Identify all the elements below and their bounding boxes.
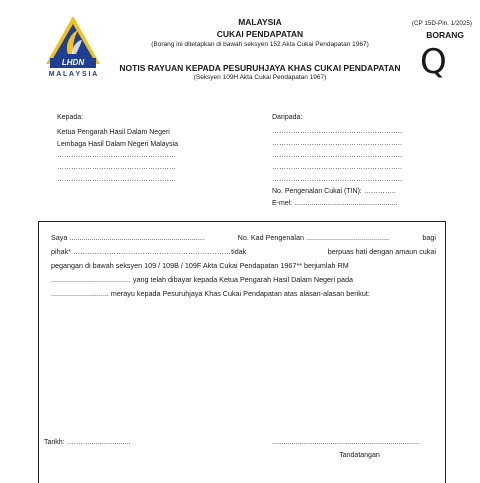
notice-subtitle: (Seksyen 109H Akta Cukai Pendapatan 1967) [193, 74, 327, 81]
header-title: CUKAI PENDAPATAN [216, 29, 304, 39]
ic-field[interactable]: No. Kad Pengenalan .......................................... [237, 233, 390, 242]
statement-line-3: pegangan di bawah seksyen 109 / 109B / 109F Akta Cukai Pendapatan 1967** berjumlah RM [51, 261, 349, 270]
daripada-blank-1[interactable]: ……………………………………………….. [272, 128, 402, 135]
form-reference: (CP 15D-Pin. 1/2025) [411, 20, 472, 27]
kepada-line-1: Ketua Pengarah Hasil Dalam Negeri [57, 129, 170, 136]
kepada-blank-3[interactable]: …………………………………………… [57, 176, 176, 183]
borang-label: BORANG [426, 30, 464, 40]
daripada-blank-3[interactable]: ……………………………………………….. [272, 152, 402, 159]
daripada-label: Daripada: [272, 114, 303, 121]
logo-country: M A L A Y S I A [48, 71, 98, 78]
kepada-blank-1[interactable]: …………………………………………… [57, 152, 176, 159]
name-field[interactable]: Saya .................................................................... [51, 233, 206, 242]
notice-title: NOTIS RAYUAN KEPADA PESURUHJAYA KHAS CUKAI PENDAPATAN [119, 63, 401, 73]
header-subtitle: (Borang ini ditetapkan di bawah seksyen 152 Akta Cukai Pendapatan 1967) [151, 41, 369, 48]
signature-line[interactable]: ............................................................................ [272, 439, 420, 446]
statement-line-4: ........................................ yang telah dibayar kepada Ketua Pengarah Hasil Dalam Negeri pada [51, 275, 354, 284]
date-field[interactable]: Tarikh: ………...................... [44, 439, 131, 446]
email-field[interactable]: E-mel: ..................................................... [272, 200, 398, 207]
daripada-blank-5[interactable]: ……………………………………………….. [272, 176, 402, 183]
lhdn-logo [42, 14, 104, 82]
form-letter: Q [420, 42, 447, 82]
behalf-field[interactable]: pihak* …………………………………………………………tidak [51, 247, 247, 256]
kepada-line-2: Lembaga Hasil Dalam Negeri Malaysia [57, 141, 178, 148]
statement-line-1: Saya .................................................................... No. Kad Pengenalan .......................................... bagi [51, 233, 436, 242]
signature-label: Tandatangan [339, 452, 380, 459]
header-country: MALAYSIA [238, 17, 282, 27]
daripada-blank-4[interactable]: ……………………………………………….. [272, 164, 402, 171]
daripada-blank-2[interactable]: ……………………………………………….. [272, 140, 402, 147]
kepada-label: Kepada: [57, 114, 84, 121]
tin-field[interactable]: No. Pengenalan Cukai (TIN): ………….. [272, 188, 396, 195]
logo-text: LHDN [61, 58, 85, 67]
statement-line-2: pihak* …………………………………………………………tidak berpuas hati dengan amaun cukai [51, 247, 436, 256]
kepada-blank-2[interactable]: …………………………………………… [57, 164, 176, 171]
statement-line-5: ............................. merayu kepada Pesuruhjaya Khas Cukai Pendapatan atas alasan-alasan berikut: [51, 289, 370, 298]
